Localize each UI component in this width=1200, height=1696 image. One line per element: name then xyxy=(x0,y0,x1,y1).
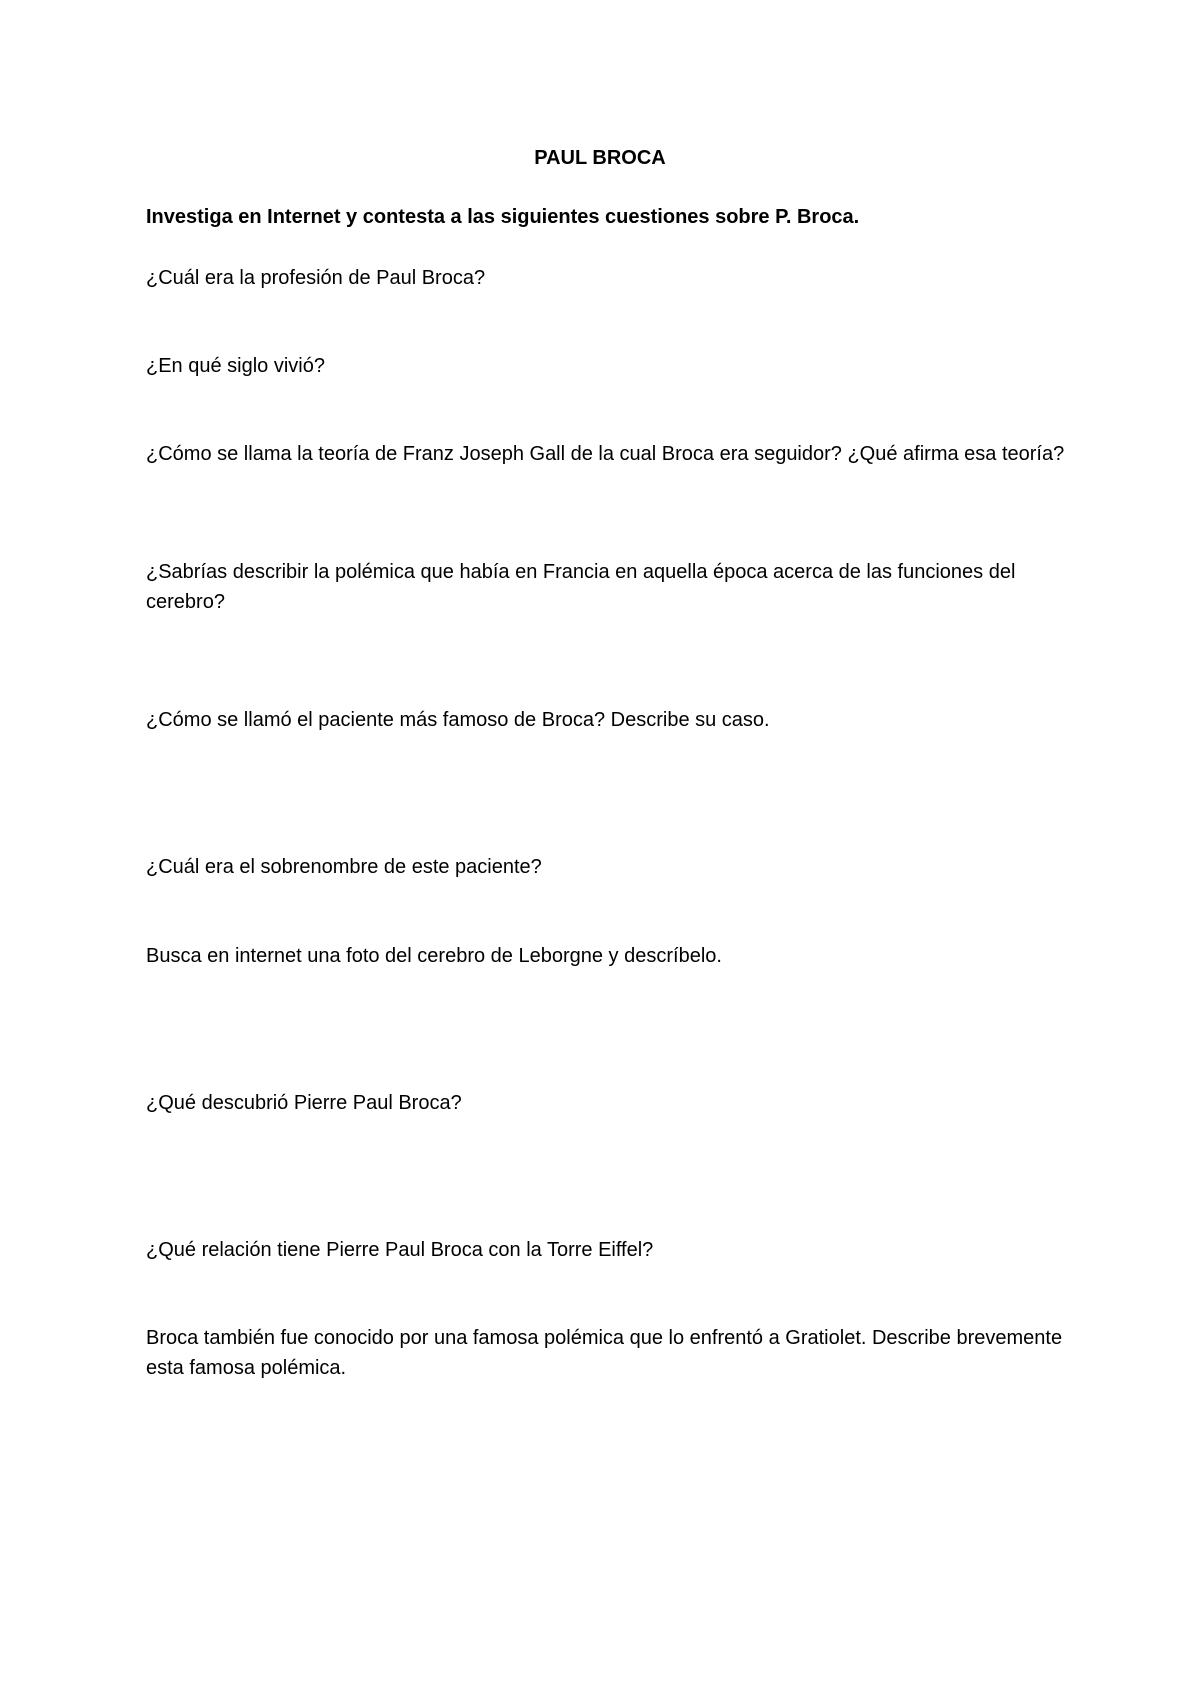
question-3: ¿Cómo se llama la teoría de Franz Joseph Gall de la cual Broca era seguidor? ¿Qué afirma esa teoría? xyxy=(146,443,1065,465)
question-2: ¿En qué siglo vivió? xyxy=(146,355,325,377)
question-10: Broca también fue conocido por una famosa polémica que lo enfrentó a Gratiolet. Describe brevemente esta famosa polémica. xyxy=(146,1327,1063,1379)
page-title: PAUL BROCA xyxy=(534,147,666,169)
question-8: ¿Qué descubrió Pierre Paul Broca? xyxy=(146,1092,462,1114)
question-7: Busca en internet una foto del cerebro de Leborgne y descríbelo. xyxy=(146,945,722,967)
question-4: ¿Sabrías describir la polémica que había en Francia en aquella época acerca de las funciones del cerebro? xyxy=(146,561,1016,613)
question-9: ¿Qué relación tiene Pierre Paul Broca con la Torre Eiffel? xyxy=(146,1239,654,1261)
question-6: ¿Cuál era el sobrenombre de este paciente? xyxy=(146,856,542,878)
instructions: Investiga en Internet y contesta a las siguientes cuestiones sobre P. Broca. xyxy=(146,206,860,228)
question-5: ¿Cómo se llamó el paciente más famoso de Broca? Describe su caso. xyxy=(146,709,770,731)
question-1: ¿Cuál era la profesión de Paul Broca? xyxy=(146,267,486,289)
